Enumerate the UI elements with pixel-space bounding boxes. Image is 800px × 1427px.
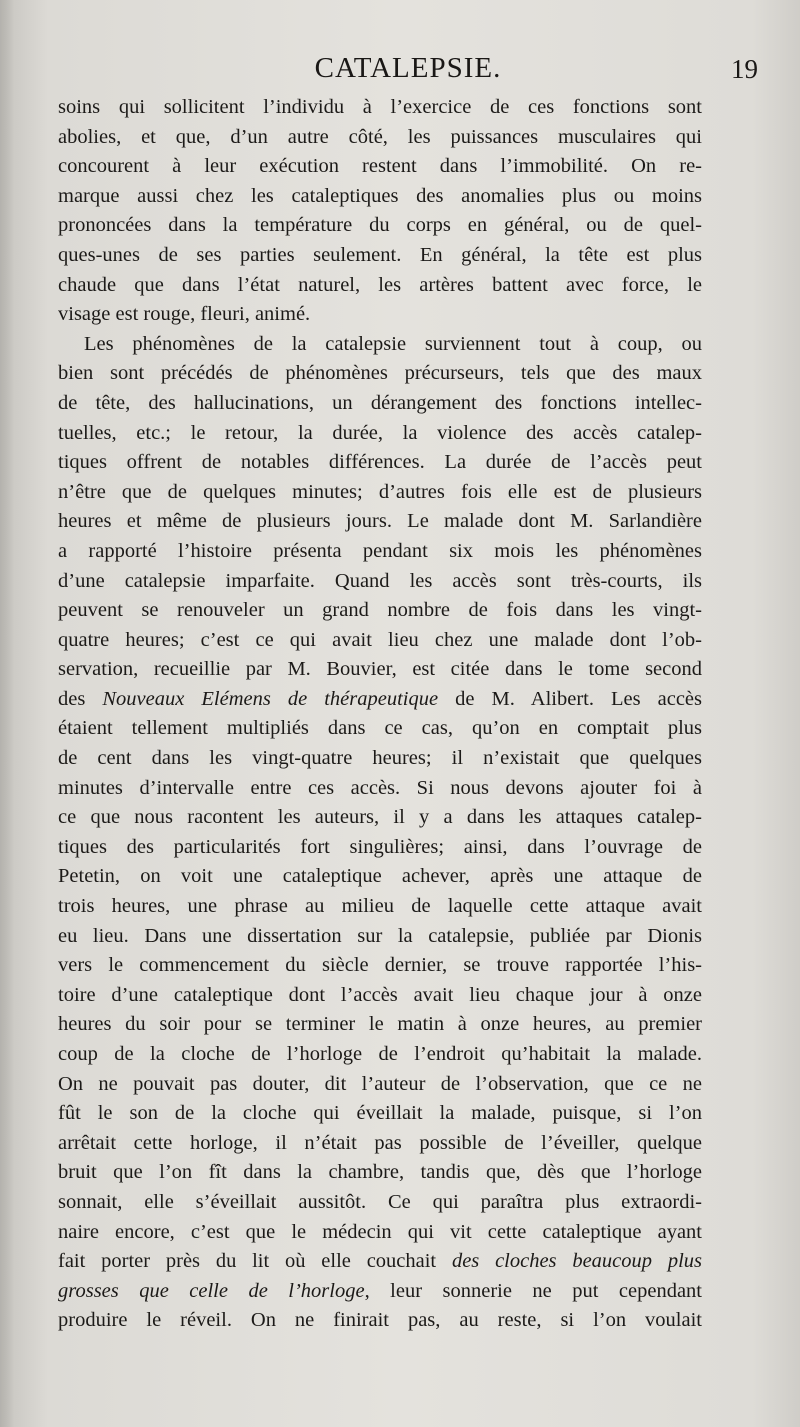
text-line (58, 478, 702, 508)
text-segment: heures du soir pour se terminer le matin à onze heures, au premier (58, 1013, 702, 1036)
text-segment: étaient tellement multipliés dans ce cas, qu’on en comptait plus (58, 717, 702, 740)
text-segment: fait porter près du lit où elle couchait (58, 1250, 452, 1273)
text-line (58, 1277, 702, 1307)
italic-title: Nouveaux Elémens de thérapeutique (102, 687, 439, 710)
text-line (58, 567, 702, 597)
text-segment: arrêtait cette horloge, il n’était pas possible de l’éveiller, quelque (58, 1131, 702, 1154)
text-line (58, 922, 702, 952)
text-segment: ques-unes de ses parties seulement. En général, la tête est plus (58, 243, 702, 266)
text-segment: n’être que de quelques minutes; d’autres fois elle est de plusieurs (58, 480, 702, 503)
running-title: CATALEPSIE. (314, 52, 502, 84)
text-line (58, 330, 702, 360)
text-segment: produire le réveil. On ne finirait pas, au reste, si l’on voulait (58, 1309, 702, 1332)
text-line (58, 123, 702, 153)
text-line (58, 685, 702, 715)
text-line (58, 389, 702, 419)
text-segment: tiques offrent de notables différences. La durée de l’accès peut (58, 451, 702, 474)
text-segment: eu lieu. Dans une dissertation sur la catalepsie, publiée par Dionis (58, 924, 702, 947)
text-segment: Petetin, on voit une cataleptique achever, après une attaque de (58, 865, 702, 888)
text-segment: heures et même de plusieurs jours. Le malade dont M. Sarlandière (58, 510, 702, 533)
page-header (58, 52, 758, 92)
italic-title: grosses que celle de l’horloge (58, 1279, 365, 1302)
text-segment: de M. Alibert. Les accès (438, 687, 703, 710)
text-line (58, 714, 702, 744)
text-segment: , leur sonnerie ne put cependant (364, 1279, 702, 1302)
text-line (58, 1129, 702, 1159)
text-segment: concourent à leur exécution restent dans l’immobilité. On re- (58, 155, 702, 178)
text-segment: marque aussi chez les cataleptiques des anomalies plus ou moins (58, 184, 702, 207)
text-segment: bruit que l’on fît dans la chambre, tandis que, dès que l’horloge (58, 1161, 702, 1184)
text-line (58, 1099, 702, 1129)
text-line (58, 626, 702, 656)
text-line (58, 744, 702, 774)
text-segment: sonnait, elle s’éveillait aussitôt. Ce qui paraîtra plus extraordi- (58, 1190, 702, 1213)
text-line (58, 951, 702, 981)
text-segment: d’une catalepsie imparfaite. Quand les accès sont très-courts, ils (58, 569, 702, 592)
text-line (58, 892, 702, 922)
text-line (58, 803, 702, 833)
text-segment: de tête, des hallucinations, un dérangement des fonctions intellec- (58, 391, 702, 414)
text-line (58, 774, 702, 804)
text-segment: chaude que dans l’état naturel, les artères battent avec force, le (58, 273, 702, 296)
text-segment: coup de la cloche de l’horloge de l’endroit qu’habitait la malade. (58, 1043, 702, 1065)
text-segment: toire d’une cataleptique dont l’accès avait lieu chaque jour à onze (58, 983, 702, 1006)
text-line (58, 1040, 702, 1070)
text-segment: fût le son de la cloche qui éveillait la malade, puisque, si l’on (58, 1102, 702, 1125)
text-line (58, 1158, 702, 1188)
text-line (58, 211, 702, 241)
text-segment: de cent dans les vingt-quatre heures; il n’existait que quelques (58, 747, 702, 770)
text-line (58, 507, 702, 537)
text-segment: peuvent se renouveler un grand nombre de fois dans les vingt- (58, 599, 702, 622)
italic-title: des cloches beaucoup plus (451, 1250, 703, 1273)
text-segment: trois heures, une phrase au milieu de laquelle cette attaque avait (58, 895, 702, 918)
text-line (58, 1247, 702, 1277)
text-segment: visage est rouge, fleuri, animé. (58, 303, 311, 326)
text-line (58, 537, 702, 567)
text-line (58, 359, 702, 389)
text-line (58, 596, 702, 626)
text-line (58, 152, 702, 182)
text-segment: prononcées dans la température du corps en général, ou de quel- (58, 214, 702, 237)
text-line (58, 1306, 702, 1336)
body-text (58, 93, 702, 1336)
text-line (58, 981, 702, 1011)
text-segment: quatre heures; c’est ce qui avait lieu chez une malade dont l’ob- (58, 628, 702, 651)
text-line (58, 862, 702, 892)
text-line (58, 271, 702, 301)
text-line (58, 300, 702, 330)
text-line (58, 1218, 702, 1248)
text-segment: vers le commencement du siècle dernier, se trouve rapportée l’his- (58, 954, 702, 977)
text-segment: tuelles, etc.; le retour, la durée, la violence des accès catalep- (58, 421, 702, 444)
text-segment: servation, recueillie par M. Bouvier, est citée dans le tome second (58, 658, 702, 681)
text-segment: On ne pouvait pas douter, dit l’auteur de l’observation, que ce ne (58, 1072, 702, 1095)
page-gutter-shadow (0, 0, 14, 1427)
text-segment: tiques des particularités fort singulières; ainsi, dans l’ouvrage de (58, 835, 702, 858)
text-line (58, 182, 702, 212)
text-line (58, 448, 702, 478)
page-number: 19 (731, 54, 758, 84)
text-line (58, 833, 702, 863)
text-segment: ce que nous racontent les auteurs, il y a dans les attaques catalep- (58, 806, 702, 829)
text-line (58, 241, 702, 271)
text-line (58, 1070, 702, 1100)
text-segment: Les phénomènes de la catalepsie surviennent tout à coup, ou (84, 332, 702, 355)
text-line (58, 419, 702, 449)
text-segment: naire encore, c’est que le médecin qui vit cette cataleptique ayant (58, 1220, 702, 1243)
text-line (58, 1010, 702, 1040)
text-segment: minutes d’intervalle entre ces accès. Si nous devons ajouter foi à (58, 776, 702, 799)
text-segment: a rapporté l’histoire présenta pendant six mois les phénomènes (58, 539, 702, 562)
text-line (58, 655, 702, 685)
text-segment: abolies, et que, d’un autre côté, les puissances musculaires qui (58, 125, 702, 148)
text-segment: bien sont précédés de phénomènes précurseurs, tels que des maux (58, 362, 702, 385)
text-line (58, 93, 702, 123)
text-segment: des (58, 687, 103, 710)
text-segment: soins qui sollicitent l’individu à l’exercice de ces fonctions sont (58, 96, 702, 118)
text-line (58, 1188, 702, 1218)
